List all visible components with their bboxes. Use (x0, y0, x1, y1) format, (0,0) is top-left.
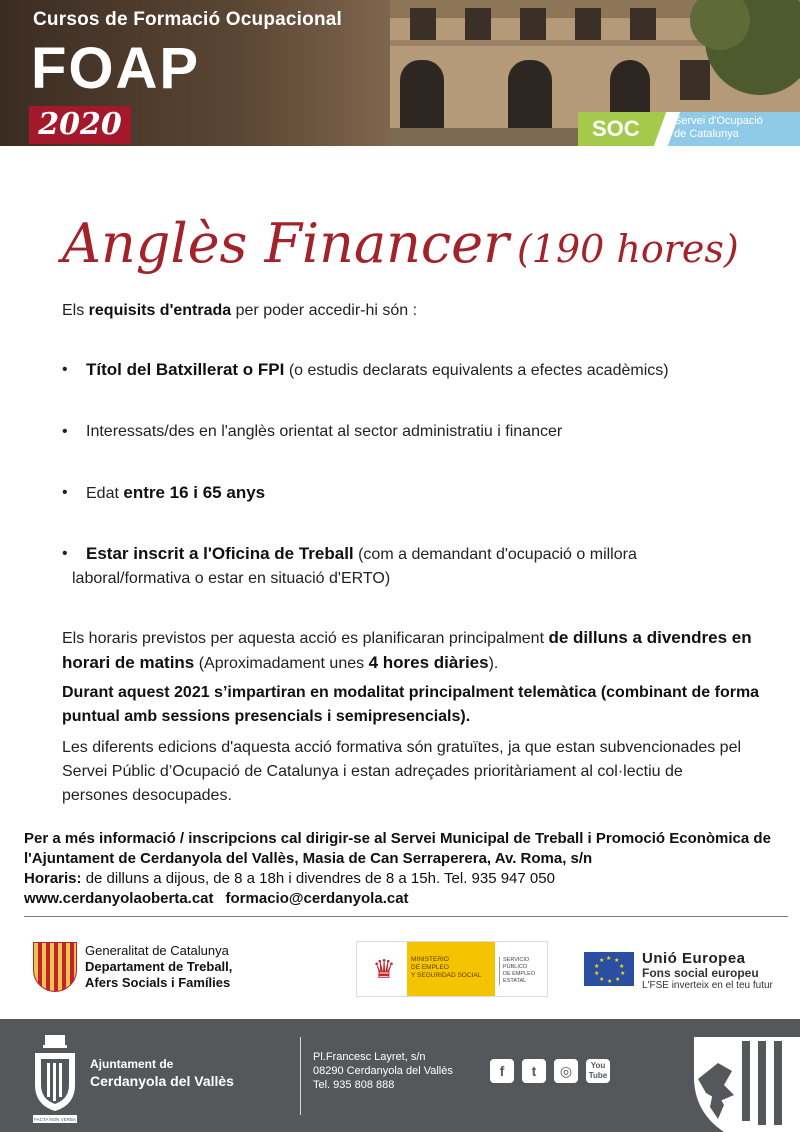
min-line2: DE EMPLEO (411, 964, 449, 971)
eu-logo (584, 950, 794, 992)
sepe-text (499, 957, 547, 985)
soc-logo (578, 112, 800, 146)
svg-text:FACTA NON VERBA: FACTA NON VERBA (34, 1117, 76, 1122)
min-line1: MINISTERIO (411, 956, 449, 963)
schedule-middle: (Aproximadament unes (194, 655, 369, 672)
eu-line1: Unió Europea (642, 950, 746, 967)
town-crest-icon (31, 1033, 79, 1125)
spain-shield-icon: ♛ (372, 954, 396, 984)
contact-hours-line (24, 869, 794, 889)
large-crest-icon (684, 1027, 800, 1132)
email-link[interactable]: formacio@cerdanyola.cat (225, 890, 409, 907)
year-badge: 2020 (29, 106, 131, 144)
schedule-prefix: Els horaris previstos per aquesta acció es planificaran principalment (62, 630, 549, 647)
eu-line2: Fons social europeu (642, 966, 759, 980)
footer (0, 1019, 800, 1132)
soc-fullname (674, 115, 798, 141)
gen-line2: Departament de Treball, (85, 959, 233, 974)
soc-acronym: SOC (578, 112, 668, 146)
bullet-icon: • (62, 545, 68, 562)
requirement-item (62, 542, 762, 591)
twitter-icon[interactable]: t (522, 1059, 546, 1083)
contact-info (24, 829, 794, 909)
generalitat-logo (33, 942, 283, 994)
min-line3: Y SEGURIDAD SOCIAL (411, 972, 482, 979)
eu-line3: L'FSE inverteix en el teu futur (642, 980, 773, 991)
req4-bold: Estar inscrit a l'Oficina de Treball (86, 544, 354, 563)
free-notice: Les diferents edicions d'aquesta acció formativa són gratuïtes, ja que estan subvencionades pel Servei Públic d’Ocupació de Catalunya i estan adreçades prioritàriament al col·lectiu de persones desocupades. (62, 739, 742, 804)
schedule-paragraph (62, 626, 752, 676)
schedule-hours: 4 hores diàries (368, 653, 489, 672)
contact-main: Per a més informació / inscripcions cal dirigir-se al Servei Municipal de Treball i Promoció Econòmica de l'Ajuntament de Cerdanyola del Vallès, Masia de Can Serraperera, Av. Roma, s/n (24, 830, 771, 867)
divider (24, 916, 788, 917)
telematic-notice: Durant aquest 2021 s’impartiran en modalitat principalment telemàtica (combinant de forma puntual amb sessions presencials i semipresencials). (62, 684, 760, 725)
soc-line1: Servei d'Ocupació (674, 115, 763, 127)
requirement-item (62, 420, 762, 444)
req4-continuation: laboral/formativa o estar en situació d'ERTO) (72, 570, 391, 587)
facebook-icon[interactable]: f (490, 1059, 514, 1083)
ministerio-text (407, 942, 495, 996)
bullet-icon: • (62, 484, 68, 501)
youtube-icon[interactable]: You Tube (586, 1059, 610, 1083)
intro-bold: requisits d'entrada (88, 302, 232, 319)
gen-line1: Generalitat de Catalunya (85, 943, 229, 958)
eu-flag-icon: ★ ★ ★ ★ ★ ★ ★ ★ ★ ★ (584, 952, 634, 986)
req4-rest: (com a demandant d'ocupació o millora (353, 546, 637, 563)
senyera-icon (33, 942, 77, 992)
course-title (62, 212, 742, 292)
contact-links (24, 889, 794, 909)
req3-prefix: Edat (86, 485, 124, 502)
instagram-icon[interactable]: ◎ (554, 1059, 578, 1083)
addr-line3: Tel. 935 808 888 (313, 1079, 395, 1091)
course-hours: (190 hores) (516, 227, 739, 271)
req1-bold: Títol del Batxillerat o FPI (86, 360, 285, 379)
intro-suffix: per poder accedir-hi són : (231, 302, 418, 319)
soc-line2: de Catalunya (674, 128, 739, 140)
intro-prefix: Els (62, 302, 89, 319)
generalitat-text (85, 943, 285, 991)
aj-line2: Cerdanyola del Vallès (90, 1073, 234, 1089)
req1-rest: (o estudis declarats equivalents a efectes acadèmics) (284, 362, 669, 379)
requirement-item (62, 358, 762, 383)
requirement-item (62, 481, 762, 506)
schedule-days: de dilluns a divendres en horari de matins (62, 628, 752, 672)
course-name: Anglès Financer (62, 212, 509, 275)
gen-line3: Afers Socials i Famílies (85, 975, 231, 990)
footer-divider (300, 1037, 301, 1115)
kicker-text: Cursos de Formació Ocupacional (33, 9, 343, 30)
schedule-suffix: ). (488, 655, 499, 672)
eu-text (642, 950, 792, 992)
header-banner (0, 0, 800, 146)
sepe-line1: SERVICIO PÚBLICO (503, 957, 530, 970)
addr-line1: Pl.Francesc Layret, s/n (313, 1051, 426, 1063)
bullet-icon: • (62, 361, 68, 378)
req3-bold: entre 16 i 65 anys (123, 483, 266, 502)
bullet-icon: • (62, 423, 68, 440)
footer-address (313, 1050, 453, 1092)
req2-text: Interessats/des en l'anglès orientat al sector administratiu i financer (86, 423, 563, 440)
ajuntament-name (90, 1056, 234, 1090)
addr-line2: 08290 Cerdanyola del Vallès (313, 1065, 453, 1077)
hours-label: Horaris: (24, 870, 82, 887)
hours-text: de dilluns a dijous, de 8 a 18h i divendres de 8 a 15h. Tel. 935 947 050 (81, 870, 555, 887)
aj-line1: Ajuntament de (90, 1057, 174, 1071)
sepe-line2: DE EMPLEO ESTATAL (503, 971, 536, 984)
program-title: FOAP (31, 36, 201, 101)
website-link[interactable]: www.cerdanyolaoberta.cat (24, 890, 214, 907)
ministerio-logo (356, 941, 548, 997)
requirements-intro (62, 299, 722, 323)
